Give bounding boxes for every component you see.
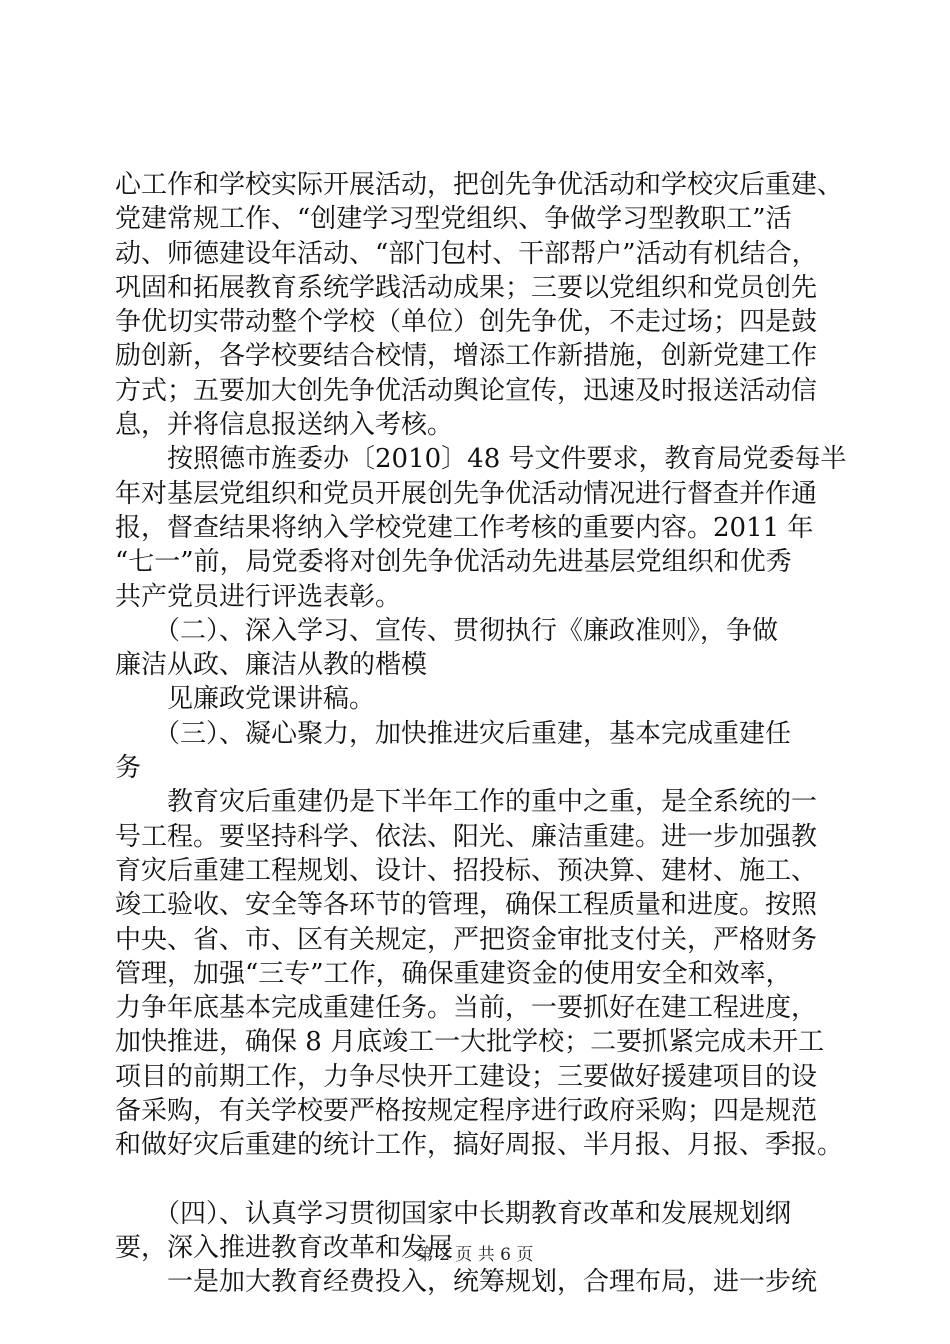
text-line: 力争年底基本完成重建任务。当前，一要抓好在建工程进度， [115, 993, 818, 1024]
document-body [115, 168, 855, 1300]
text-line: 和做好灾后重建的统计工作，搞好周报、半月报、月报、季报。 [115, 1130, 844, 1161]
text-line: 争优切实带动整个学校（单位）创先争优，不走过场；四是鼓 [115, 307, 818, 338]
text-line: 要，深入推进教育改革和发展 [115, 1232, 454, 1263]
blank-line [115, 1163, 855, 1197]
text-line: （三）、凝心聚力，加快推进灾后重建，基本完成重建任 [115, 718, 792, 749]
text-line: 方式；五要加大创先争优活动舆论宣传，迅速及时报送活动信 [115, 375, 818, 406]
text-line: 号工程。要坚持科学、依法、阳光、廉洁重建。进一步加强教 [115, 821, 818, 852]
text-line: 加快推进，确保 8 月底竣工一大批学校；二要抓紧完成未开工 [115, 1027, 825, 1058]
text-line: 心工作和学校实际开展活动，把创先争优活动和学校灾后重建、 [115, 170, 844, 200]
page-footer: 第 2 页 共 6 页 [416, 1245, 534, 1265]
text-line: 报，督查结果将纳入学校党建工作考核的重要内容。2011 年 [115, 512, 814, 543]
text-line: 党建常规工作、“创建学习型党组织、争做学习型教职工”活 [115, 204, 792, 235]
text-line: 育灾后重建工程规划、设计、招投标、预决算、建材、施工、 [115, 855, 818, 886]
text-line: 励创新，各学校要结合校情，增添工作新措施，创新党建工作 [115, 341, 818, 372]
text-line: “七一”前，局党委将对创先争优活动先进基层党组织和优秀 [115, 547, 792, 578]
text-line: 共产党员进行评选表彰。 [115, 581, 402, 612]
text-line: 息，并将信息报送纳入考核。 [115, 410, 454, 441]
text-line: 廉洁从政、廉洁从教的楷模 [115, 650, 428, 681]
text-line: 竣工验收、安全等各环节的管理，确保工程质量和进度。按照 [115, 890, 818, 921]
text-line: 教育灾后重建仍是下半年工作的重中之重，是全系统的一 [115, 787, 818, 818]
text-line: 中央、省、市、区有关规定，严把资金审批支付关，严格财务 [115, 924, 818, 955]
text-line: 项目的前期工作，力争尽快开工建设；三要做好援建项目的设 [115, 1061, 818, 1092]
text-line: 管理，加强“三专”工作，确保重建资金的使用安全和效率， [115, 958, 792, 989]
text-line: 见廉政党课讲稿。 [115, 684, 376, 715]
text-line: （四）、认真学习贯彻国家中长期教育改革和发展规划纲 [115, 1198, 792, 1229]
text-line: （二）、深入学习、宣传、贯彻执行《廉政准则》，争做 [115, 615, 779, 646]
text-line: 一是加大教育经费投入，统筹规划，合理布局，进一步统 [115, 1267, 818, 1298]
text-line: 备采购，有关学校要严格按规定程序进行政府采购；四是规范 [115, 1096, 818, 1127]
text-line: 巩固和拓展教育系统学践活动成果；三要以党组织和党员创先 [115, 272, 818, 303]
text-line: 动、师德建设年活动、“部门包村、干部帮户”活动有机结合， [115, 238, 818, 269]
text-line: 务 [115, 753, 142, 784]
text-line: 年对基层党组织和党员开展创先争优活动情况进行督查并作通 [115, 478, 818, 509]
text-line: 按照德市旌委办〔2010〕48 号文件要求，教育局党委每半 [115, 444, 847, 475]
